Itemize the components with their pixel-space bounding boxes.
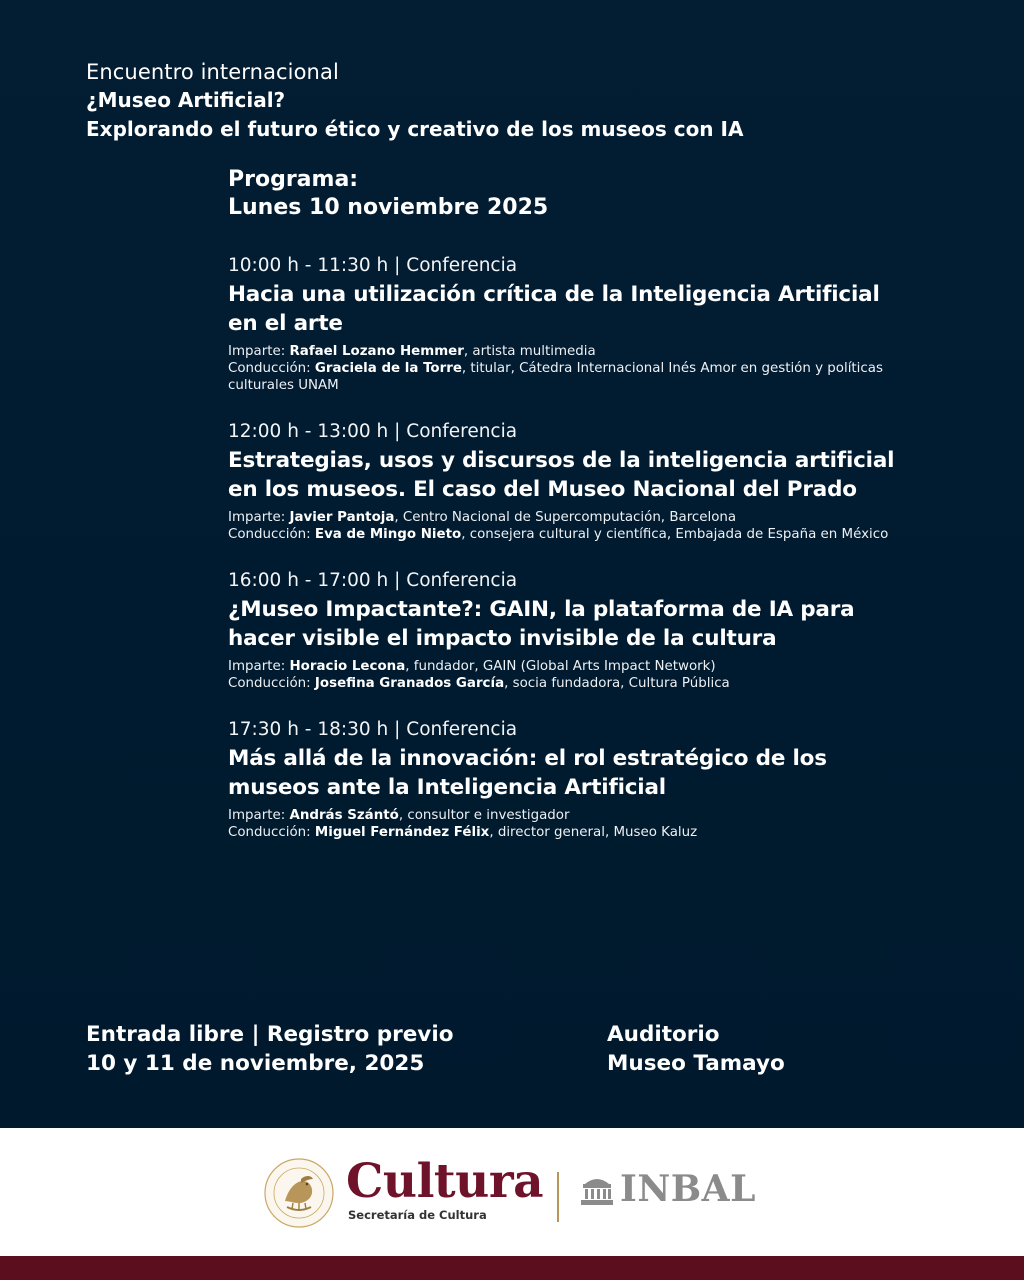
session-title-line: museos ante la Inteligencia Artificial <box>228 774 666 800</box>
speaker-role: , consultor e investigador <box>398 808 570 823</box>
session-speaker <box>228 807 918 824</box>
palacio-bellas-artes-icon <box>581 1174 613 1206</box>
session-speaker <box>228 658 918 675</box>
moderator-name: Miguel Fernández Félix <box>314 825 490 840</box>
session-title-line: Más allá de la innovación: el rol estratégico de los <box>228 746 827 771</box>
inbal-wordmark: INBAL <box>620 1168 756 1210</box>
session-moderator <box>228 675 918 692</box>
session-moderator <box>228 824 918 841</box>
moderator-label: Conducción: <box>228 527 315 542</box>
session-item <box>228 253 918 394</box>
program-date: Lunes 10 noviembre 2025 <box>228 195 549 220</box>
session-title-line: hacer visible el impacto invisible de la cultura <box>228 625 777 651</box>
logo-divider <box>557 1172 559 1222</box>
cultura-wordmark: Cultura <box>346 1154 544 1209</box>
moderator-name: Eva de Mingo Nieto <box>314 527 462 542</box>
program-label: Programa: <box>228 167 359 192</box>
moderator-name: Graciela de la Torre <box>314 361 462 376</box>
session-title-line: en los museos. El caso del Museo Nacional del Prado <box>228 476 857 502</box>
entry-info <box>86 1021 566 1078</box>
event-header <box>86 58 946 144</box>
session-title <box>228 745 918 802</box>
venue-info <box>607 1021 937 1078</box>
session-title <box>228 281 918 338</box>
event-title: ¿Museo Artificial? <box>86 88 286 112</box>
session-time: 12:00 h - 13:00 h | Conferencia <box>228 421 518 442</box>
moderator-role: , director general, Museo Kaluz <box>489 825 698 840</box>
event-dates: 10 y 11 de noviembre, 2025 <box>86 1050 425 1076</box>
cultura-subtitle: Secretaría de Cultura <box>348 1208 487 1222</box>
session-title-line: Estrategias, usos y discursos de la inteligencia artificial <box>228 448 895 473</box>
session-title <box>228 447 918 504</box>
session-moderator <box>228 526 918 543</box>
session-title-line: ¿Museo Impactante?: GAIN, la plataforma de IA para <box>228 597 855 622</box>
session-title-line: en el arte <box>228 310 343 336</box>
session-title <box>228 596 918 653</box>
speaker-name: Javier Pantoja <box>289 510 395 525</box>
speaker-label: Imparte: <box>228 659 290 674</box>
session-time: 10:00 h - 11:30 h | Conferencia <box>228 255 518 276</box>
speaker-name: András Szántó <box>289 808 399 823</box>
session-time: 17:30 h - 18:30 h | Conferencia <box>228 719 518 740</box>
speaker-label: Imparte: <box>228 344 290 359</box>
moderator-label: Conducción: <box>228 676 315 691</box>
moderator-role: , titular, Cátedra Internacional Inés Amor en gestión y políticas <box>461 361 883 376</box>
moderator-role: , consejera cultural y científica, Embajada de España en México <box>461 527 889 542</box>
speaker-role: , artista multimedia <box>463 344 596 359</box>
session-title-line: Hacia una utilización crítica de la Inteligencia Artificial <box>228 282 880 307</box>
bottom-accent-bar <box>0 1256 1024 1280</box>
entry-registration: Entrada libre | Registro previo <box>86 1022 454 1047</box>
session-moderator-continued: culturales UNAM <box>228 378 339 393</box>
venue-room: Auditorio <box>607 1022 720 1047</box>
moderator-name: Josefina Granados García <box>314 676 505 691</box>
event-subtitle: Explorando el futuro ético y creativo de los museos con IA <box>86 117 744 141</box>
venue-museum: Museo Tamayo <box>607 1050 785 1076</box>
program-heading <box>228 166 918 222</box>
speaker-name: Rafael Lozano Hemmer <box>289 344 464 359</box>
speaker-name: Horacio Lecona <box>289 659 406 674</box>
moderator-role: , socia fundadora, Cultura Pública <box>504 676 730 691</box>
session-item <box>228 419 918 543</box>
cultura-logo <box>346 1154 543 1222</box>
event-kicker: Encuentro internacional <box>86 60 339 84</box>
session-item <box>228 717 918 841</box>
session-time: 16:00 h - 17:00 h | Conferencia <box>228 570 518 591</box>
speaker-role: , fundador, GAIN (Global Arts Impact Network) <box>405 659 716 674</box>
session-item <box>228 568 918 692</box>
speaker-label: Imparte: <box>228 808 290 823</box>
moderator-label: Conducción: <box>228 361 315 376</box>
session-speaker <box>228 343 918 360</box>
speaker-role: , Centro Nacional de Supercomputación, Barcelona <box>394 510 737 525</box>
mexico-seal-icon <box>263 1157 335 1229</box>
moderator-label: Conducción: <box>228 825 315 840</box>
session-speaker <box>228 509 918 526</box>
speaker-label: Imparte: <box>228 510 290 525</box>
session-moderator <box>228 360 918 377</box>
